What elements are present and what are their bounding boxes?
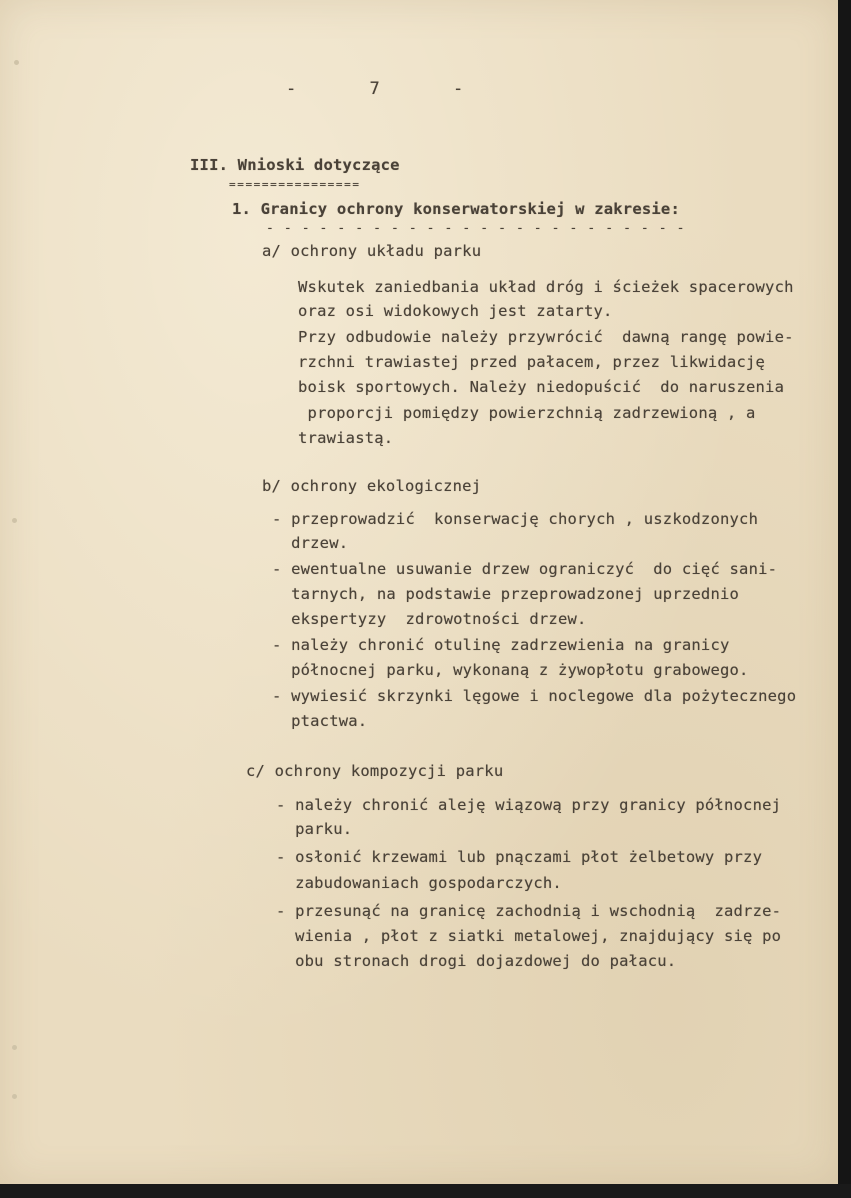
subsection-a-line: oraz osi widokowych jest zatarty. xyxy=(298,302,613,320)
subsection-c-line: obu stronach drogi dojazdowej do pałacu. xyxy=(276,952,677,970)
subsection-c-line: zabudowaniach gospodarczych. xyxy=(276,874,562,892)
punch-hole xyxy=(12,1045,17,1050)
subsection-c-line: wienia , płot z siatki metalowej, znajdujący się po xyxy=(276,927,782,945)
subsection-a-title: a/ ochrony układu parku xyxy=(262,242,482,260)
heading-title: III. Wnioski dotyczące xyxy=(190,156,400,174)
subsection-c-line: - osłonić krzewami lub pnączami płot żelbetowy przy xyxy=(276,848,763,866)
section-1-title: 1. Granicy ochrony konserwatorskiej w zakresie: xyxy=(232,200,680,218)
punch-hole xyxy=(14,60,19,65)
subsection-a-line: proporcji pomiędzy powierzchnią zadrzewioną , a xyxy=(298,404,756,422)
subsection-b-line: - należy chronić otulinę zadrzewienia na granicy xyxy=(272,636,730,654)
subsection-b-line: północnej parku, wykonaną z żywopłotu grabowego. xyxy=(272,661,749,679)
subsection-b-line: ptactwa. xyxy=(272,712,368,730)
subsection-b-line: - wywiesić skrzynki lęgowe i noclegowe dla pożytecznego xyxy=(272,687,797,705)
subsection-c-line: parku. xyxy=(276,820,353,838)
subsection-a-line: trawiastą. xyxy=(298,429,394,447)
heading-underline: ================ xyxy=(229,178,361,191)
subsection-a-line: boisk sportowych. Należy niedopuścić do naruszenia xyxy=(298,378,785,396)
scan-border-right xyxy=(838,0,851,1198)
subsection-a-line: rzchni trawiastej przed pałacem, przez likwidację xyxy=(298,353,766,371)
subsection-b-line: drzew. xyxy=(272,534,349,552)
punch-hole xyxy=(12,518,17,523)
page-number: - 7 - xyxy=(286,79,464,99)
scan-border-bottom xyxy=(0,1184,851,1198)
subsection-c-line: - przesunąć na granicę zachodnią i wschodnią zadrze- xyxy=(276,902,782,920)
subsection-c-title: c/ ochrony kompozycji parku xyxy=(246,762,504,780)
subsection-a-line: Wskutek zaniedbania układ dróg i ścieżek spacerowych xyxy=(298,278,794,296)
subsection-b-title: b/ ochrony ekologicznej xyxy=(262,477,482,495)
section-1-underline: - - - - - - - - - - - - - - - - - - - - - - - - xyxy=(266,221,686,236)
subsection-c-line: - należy chronić aleję wiązową przy granicy północnej xyxy=(276,796,782,814)
punch-hole xyxy=(12,1094,17,1099)
subsection-b-line: - przeprowadzić konserwację chorych , uszkodzonych xyxy=(272,510,759,528)
subsection-b-line: - ewentualne usuwanie drzew ograniczyć do cięć sani- xyxy=(272,560,778,578)
subsection-b-line: ekspertyzy zdrowotności drzew. xyxy=(272,610,587,628)
subsection-b-line: tarnych, na podstawie przeprowadzonej uprzednio xyxy=(272,585,740,603)
subsection-a-line: Przy odbudowie należy przywrócić dawną rangę powie- xyxy=(298,328,794,346)
